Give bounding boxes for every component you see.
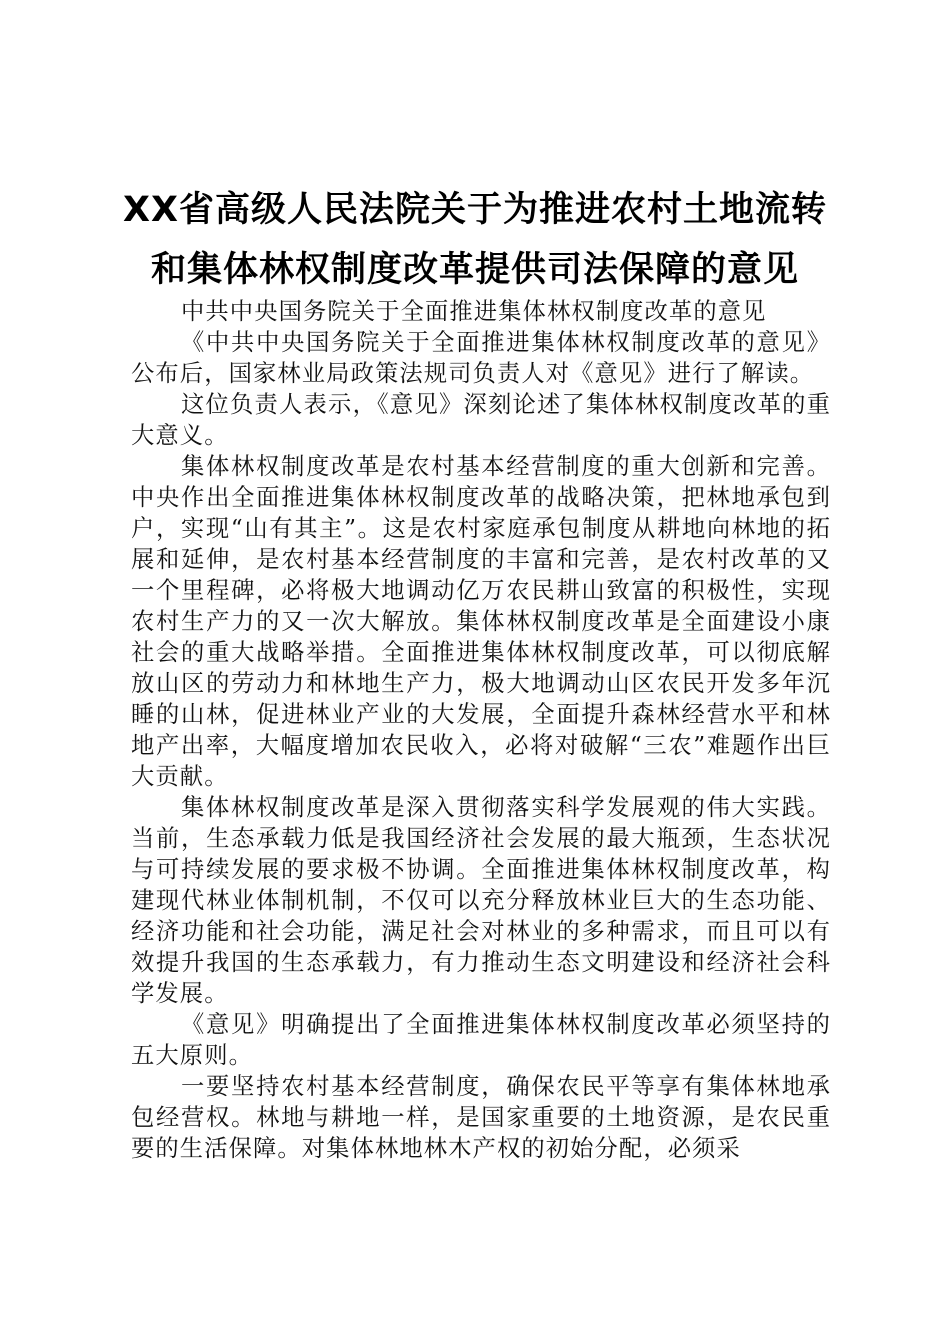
paragraph: 一要坚持农村基本经营制度，确保农民平等享有集体林地承包经营权。林地与耕地一样，是国家重要的土地资源，是农民重要的生活保障。对集体林地林木产权的初始分配，必须采: [131, 1073, 831, 1162]
paragraph: 这位负责人表示，《意见》深刻论述了集体林权制度改革的重大意义。: [131, 391, 831, 449]
paragraph: 《中共中央国务院关于全面推进集体林权制度改革的意见》公布后，国家林业局政策法规司负责人对《意见》进行了解读。: [131, 329, 831, 387]
paragraph: 集体林权制度改革是农村基本经营制度的重大创新和完善。中央作出全面推进集体林权制度改革的战略决策，把林地承包到户，实现“山有其主”。这是农村家庭承包制度从耕地向林地的拓展和延伸，是农村基本经营制度的丰富和完善，是农村改革的又一个里程碑，必将极大地调动亿万农民耕山致富的积极性，实现农村生产力的又一次大解放。集体林权制度改革是全面建设小康社会的重大战略举措。全面推进集体林权制度改革，可以彻底解放山区的劳动力和林地生产力，极大地调动山区农民开发多年沉睡的山林，促进林业产业的大发展，全面提升森林经营水平和林地产出率，大幅度增加农民收入，必将对破解“三农”难题作出巨大贡献。: [131, 453, 831, 790]
document-title-line-1: XX省高级人民法院关于为推进农村土地流转: [123, 190, 827, 230]
document-body: [131, 296, 831, 1164]
document-subheading: 中共中央国务院关于全面推进集体林权制度改革的意见: [181, 298, 767, 325]
document-title-line-2: 和集体林权制度改革提供司法保障的意见: [150, 250, 799, 290]
paragraph: 集体林权制度改革是深入贯彻落实科学发展观的伟大实践。当前，生态承载力低是我国经济社会发展的最大瓶颈，生态状况与可持续发展的要求极不协调。全面推进集体林权制度改革，构建现代林业体制机制，不仅可以充分释放林业巨大的生态功能、经济功能和社会功能，满足社会对林业的多种需求，而且可以有效提升我国的生态承载力，有力推动生态文明建设和经济社会科学发展。: [131, 794, 831, 1007]
paragraph: 《意见》明确提出了全面推进集体林权制度改革必须坚持的五大原则。: [131, 1011, 831, 1069]
